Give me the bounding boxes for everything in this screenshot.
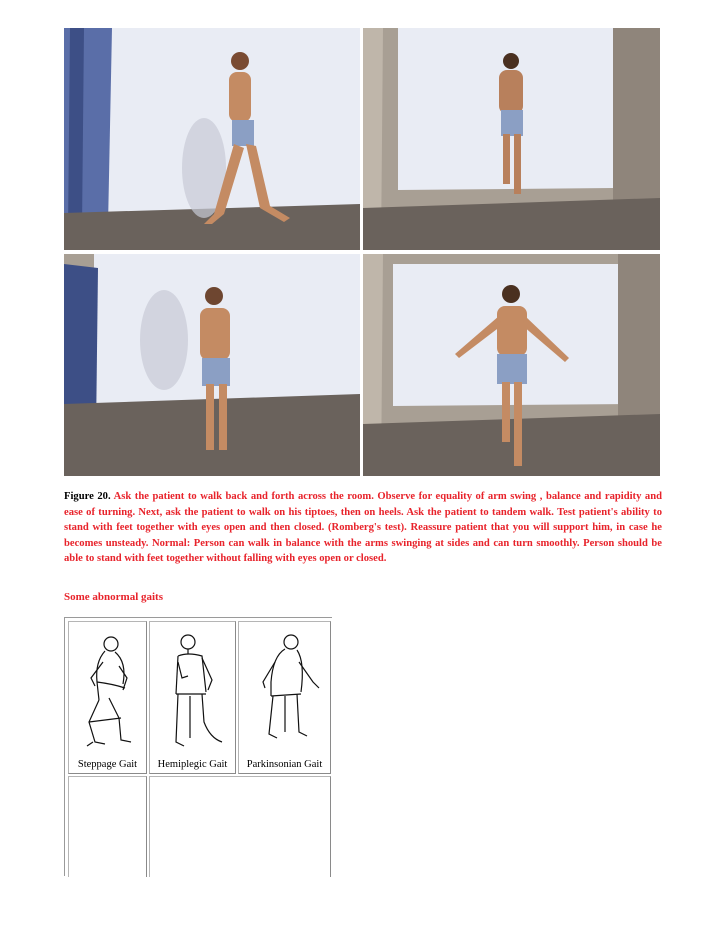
gait-cell-empty-left [68,776,147,877]
walking-photo-grid [64,28,660,476]
gait-cell-parkinsonian [238,621,331,774]
photo-front-view-arm-swing [363,254,660,476]
gait-cell-hemiplegic [149,621,236,774]
gait-label-parkinsonian: Parkinsonian Gait [246,759,323,770]
photo-back-view-walking [363,28,660,250]
gait-label-hemiplegic: Hemiplegic Gait [157,759,228,770]
gait-illustration-table [64,617,332,876]
figure-caption-text: Ask the patient to walk back and forth across the room. Observe for equality of arm swing , balance and rapidity and ease of turning. Next, ask the patient to walk on his tiptoes, then on heels. Ask the patient to tandem walk. Test patient's ability to stand with feet together with eyes open and then closed. (Romberg's test). Reassure patient that you will support him, in case he becomes unsteady. Normal: Person can walk in balance with the arms swinging at sides and can turn smoothly. Person should be able to stand with feet together without falling with eyes open or closed. [64,491,662,565]
steppage-gait-drawing [69,622,148,752]
figure-label: Figure 20. [64,491,111,502]
figure-caption [64,489,662,567]
gait-cell-steppage [68,621,147,774]
photo-front-view-walking [64,254,360,476]
hemiplegic-gait-drawing [150,622,237,752]
photo-side-view-walking [64,28,360,250]
parkinsonian-gait-drawing [239,622,332,752]
section-subheading: Some abnormal gaits [64,591,163,603]
gait-label-steppage: Steppage Gait [77,759,138,770]
gait-cell-empty-right [149,776,331,877]
